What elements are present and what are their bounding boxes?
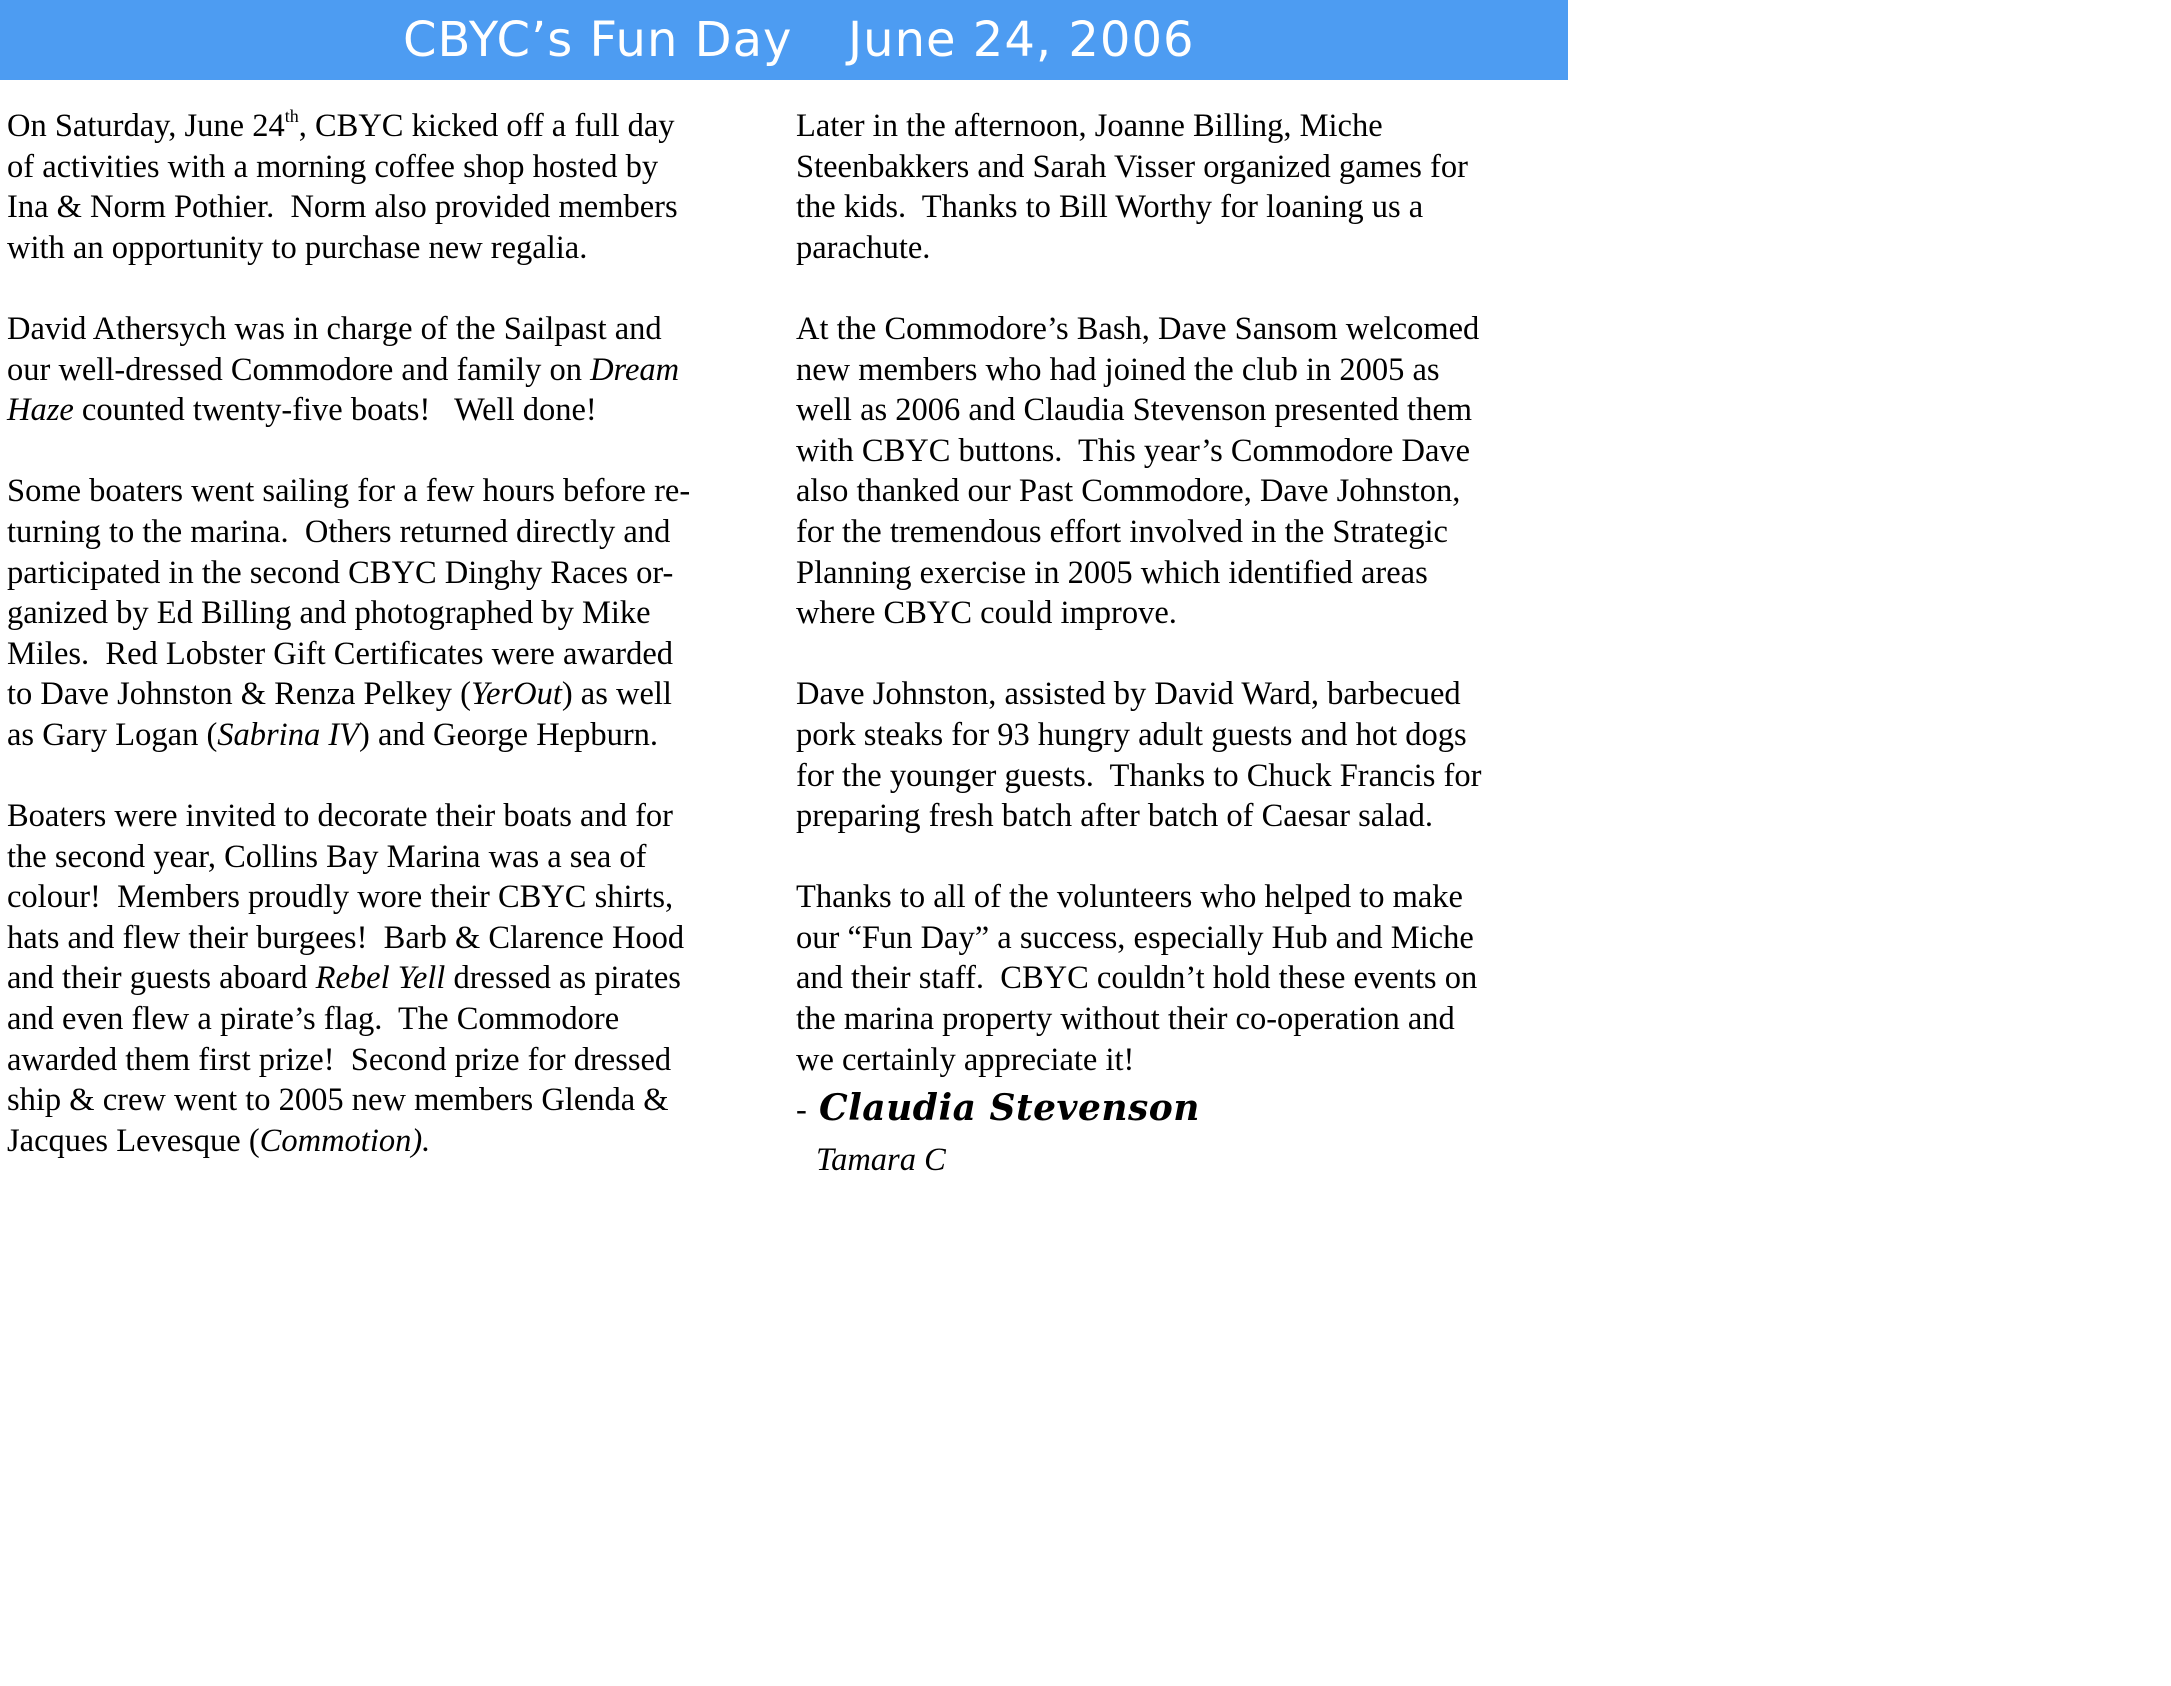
body-line: Thanks to all of the volunteers who helped to make xyxy=(796,879,1463,916)
body-line: preparing fresh batch after batch of Caesar salad. xyxy=(796,798,1434,835)
body-line: Some boaters went sailing for a few hours before re- xyxy=(7,473,691,510)
body-line: ganized by Ed Billing and photographed by Mike xyxy=(7,595,651,632)
body-line: hats and flew their burgees! Barb & Clarence Hood xyxy=(7,919,685,956)
title-banner xyxy=(0,0,1568,80)
body-line: Miles. Red Lobster Gift Certificates were awarded xyxy=(7,635,674,672)
body-line: Ina & Norm Pothier. Norm also provided members xyxy=(7,189,678,226)
body-line: new members who had joined the club in 2005 as xyxy=(796,351,1440,388)
body-line: as Gary Logan (Sabrina IV) and George Hepburn. xyxy=(7,716,659,753)
body-line: At the Commodore’s Bash, Dave Sansom welcomed xyxy=(796,310,1480,347)
signature: - Claudia Stevenson xyxy=(796,1087,1200,1130)
body-line: awarded them first prize! Second prize for dressed xyxy=(7,1041,672,1078)
article-date: June 24, 2006 xyxy=(848,12,1195,68)
boat-name: Sabrina IV xyxy=(217,716,360,753)
body-line: the marina property without their co-operation and xyxy=(796,1001,1455,1038)
left-column xyxy=(7,106,773,1161)
body-line: for the tremendous effort involved in the Strategic xyxy=(796,513,1448,550)
body-line: ship & crew went to 2005 new members Glenda & xyxy=(7,1082,669,1119)
body-line: turning to the marina. Others returned directly and xyxy=(7,513,671,550)
body-line: for the younger guests. Thanks to Chuck Francis for xyxy=(796,757,1482,794)
body-line: with CBYC buttons. This year’s Commodore Dave xyxy=(796,432,1471,469)
body-line: our well-dressed Commodore and family on Dream xyxy=(7,351,680,388)
body-line: David Athersych was in charge of the Sailpast and xyxy=(7,310,662,347)
body-line: our “Fun Day” a success, especially Hub and Miche xyxy=(796,919,1474,956)
boat-name: Commotion). xyxy=(259,1122,431,1159)
signature-name: Claudia Stevenson xyxy=(818,1087,1200,1130)
body-line: Dave Johnston, assisted by David Ward, barbecued xyxy=(796,676,1461,713)
article-title: CBYC’s Fun Day xyxy=(403,12,793,68)
body-line: Jacques Levesque (Commotion). xyxy=(7,1122,431,1159)
body-line: the kids. Thanks to Bill Worthy for loaning us a xyxy=(796,189,1424,226)
body-line: we certainly appreciate it! xyxy=(796,1041,1135,1078)
body-line: Planning exercise in 2005 which identified areas xyxy=(796,554,1428,591)
body-line: parachute. xyxy=(796,229,931,266)
boat-name: YerOut xyxy=(470,676,562,713)
body-line: Steenbakkers and Sarah Visser organized games for xyxy=(796,148,1468,185)
body-line: to Dave Johnston & Renza Pelkey (YerOut) as well xyxy=(7,676,672,713)
body-line: Later in the afternoon, Joanne Billing, Miche xyxy=(796,108,1383,144)
signature-subline: Tamara C xyxy=(816,1142,946,1179)
body-line: Boaters were invited to decorate their boats and for xyxy=(7,798,673,835)
body-line: Haze counted twenty-five boats! Well done! xyxy=(7,392,597,429)
body-line: and even flew a pirate’s flag. The Commodore xyxy=(7,1001,620,1038)
body-line: pork steaks for 93 hungry adult guests and hot dogs xyxy=(796,716,1467,753)
boat-name: Haze xyxy=(7,392,74,429)
body-line: also thanked our Past Commodore, Dave Johnston, xyxy=(796,473,1461,510)
right-column xyxy=(796,106,1568,1180)
body-line: with an opportunity to purchase new regalia. xyxy=(7,229,588,266)
body-line: and their guests aboard Rebel Yell dressed as pirates xyxy=(7,960,681,997)
body-line: colour! Members proudly wore their CBYC shirts, xyxy=(7,879,674,916)
body-line: and their staff. CBYC couldn’t hold these events on xyxy=(796,960,1478,997)
boat-name: Rebel Yell xyxy=(315,960,446,997)
body-line: the second year, Collins Bay Marina was a sea of xyxy=(7,838,647,875)
body-line: well as 2006 and Claudia Stevenson presented them xyxy=(796,392,1473,429)
body-line: where CBYC could improve. xyxy=(796,595,1177,632)
body-line: participated in the second CBYC Dinghy Races or- xyxy=(7,554,674,591)
body-line: On Saturday, June 24th, CBYC kicked off a full day xyxy=(7,106,675,144)
boat-name: Dream xyxy=(590,351,680,388)
body-line: of activities with a morning coffee shop hosted by xyxy=(7,148,659,185)
